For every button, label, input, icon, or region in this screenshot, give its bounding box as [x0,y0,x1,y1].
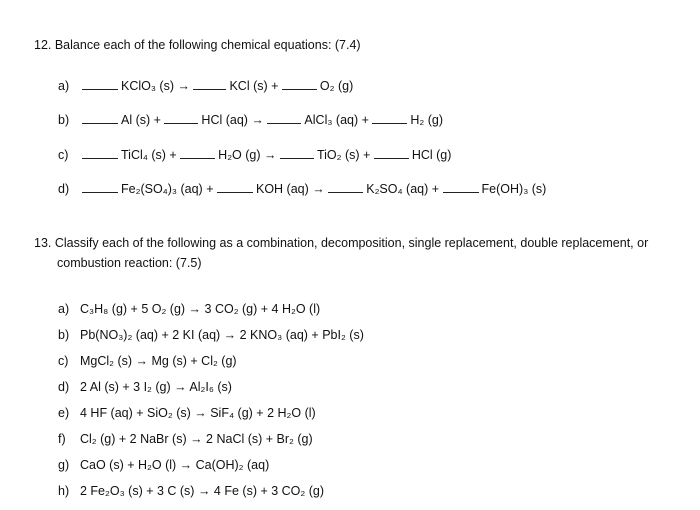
q13-item-letter: d) [58,380,70,394]
answer-blank[interactable] [180,157,215,159]
q13-reaction: MgCl₂ (s) → Mg (s) + Cl₂ (g) [80,354,237,368]
equation-term: Fe(OH)₃ (s) [481,182,547,196]
equation-term: KOH (aq) → [255,182,325,196]
item-letter: c) [58,148,69,162]
q13-reaction: 2 Fe₂O₃ (s) + 3 C (s) → 4 Fe (s) + 3 CO₂ (g) [80,484,325,498]
answer-blank[interactable] [193,88,226,90]
equation-term: KClO₃ (s) → [121,79,190,93]
q13-item-letter: e) [58,406,70,420]
item-letter: b) [58,113,70,127]
q13-reaction: C₃H₈ (g) + 5 O₂ (g) → 3 CO₂ (g) + 4 H₂O (l) [80,302,321,316]
q12-equation-a [82,79,353,93]
answer-blank[interactable] [164,122,198,124]
q12-item-c [58,148,68,162]
q12-equation-b [82,113,443,127]
answer-blank[interactable] [267,122,301,124]
item-letter: d) [58,182,70,196]
item-letter: a) [58,79,70,93]
q13-item-letter: b) [58,328,70,342]
q13-item-letter: f) [58,432,66,446]
equation-term: TiO₂ (s) + [316,148,371,162]
q12-item-a [58,79,69,93]
answer-blank[interactable] [372,122,407,124]
q13-item-letter: h) [58,484,70,498]
q13-heading-line2: combustion reaction: (7.5) [57,256,202,270]
equation-term: Fe₂(SO₄)₃ (aq) + [121,182,214,196]
equation-term: Al (s) + [121,113,161,127]
answer-blank[interactable] [282,88,317,90]
answer-blank[interactable] [217,191,253,193]
answer-blank[interactable] [82,157,118,159]
q12-equation-c [82,148,451,162]
equation-term: H₂ (g) [410,113,444,127]
q13-heading-line1: 13. Classify each of the following as a combination, decomposition, single replacement, double replacement, or [34,236,649,250]
q13-reaction: CaO (s) + H₂O (l) → Ca(OH)₂ (aq) [80,458,270,472]
equation-term: HCl (aq) → [201,113,264,127]
q13-reaction: 4 HF (aq) + SiO₂ (s) → SiF₄ (g) + 2 H₂O (l) [80,406,316,420]
answer-blank[interactable] [374,157,409,159]
answer-blank[interactable] [328,191,363,193]
q12-heading: 12. Balance each of the following chemical equations: (7.4) [34,38,361,52]
q13-reaction: Pb(NO₃)₂ (aq) + 2 KI (aq) → 2 KNO₃ (aq) + PbI₂ (s) [80,328,364,342]
q12-equation-d [82,182,546,196]
answer-blank[interactable] [443,191,479,193]
answer-blank[interactable] [82,88,118,90]
equation-term: HCl (g) [411,148,452,162]
q13-reaction: Cl₂ (g) + 2 NaBr (s) → 2 NaCl (s) + Br₂ (g) [80,432,313,446]
q13-item-letter: c) [58,354,69,368]
q13-reaction: 2 Al (s) + 3 I₂ (g) → Al₂I₆ (s) [80,380,232,394]
answer-blank[interactable] [82,191,118,193]
equation-term: TiCl₄ (s) + [121,148,177,162]
equation-term: KCl (s) + [229,79,279,93]
q12-item-d [58,182,69,196]
q13-item-letter: a) [58,302,70,316]
q13-item-letter: g) [58,458,70,472]
equation-term: K₂SO₄ (aq) + [366,182,440,196]
equation-term: AlCl₃ (aq) + [304,113,369,127]
answer-blank[interactable] [280,157,314,159]
equation-term: O₂ (g) [319,79,354,93]
q12-item-b [58,113,69,127]
answer-blank[interactable] [82,122,118,124]
equation-term: H₂O (g) → [218,148,277,162]
